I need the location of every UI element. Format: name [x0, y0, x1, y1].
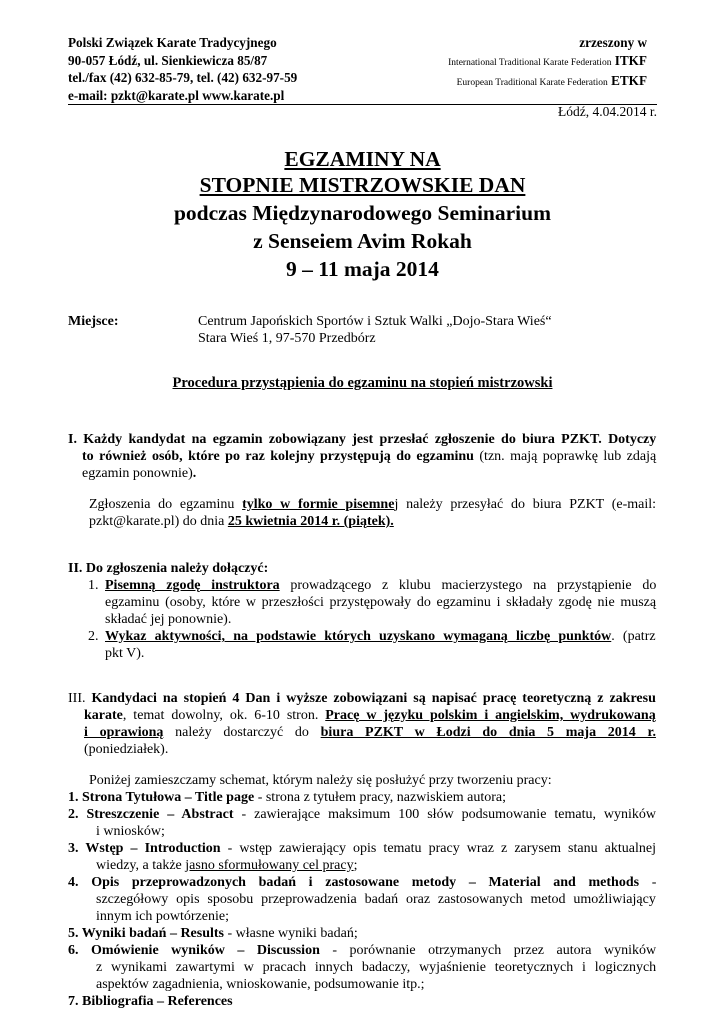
schema-item-3-title: Wstęp – Introduction [85, 841, 221, 856]
attachment-2-line-2: pkt V). [105, 646, 145, 661]
section-3-line-4: (poniedziałek). [84, 742, 169, 757]
schema-item-4-cont-2: innym ich powtórzenie; [96, 909, 229, 924]
schema-item-4-title: Opis przeprowadzonych badań i zastosowane metody – Material and methods [91, 875, 640, 890]
section-3-line-3 [84, 724, 656, 741]
schema-item-3-goal: jasno sformułowany cel pracy [185, 858, 354, 873]
schema-item-5-title: Wyniki badań – Results [81, 926, 224, 941]
attachment-2-title: Wykaz aktywności, na podstawie których uzyskano wymaganą liczbę punktów [105, 629, 612, 644]
section-3-line-2 [84, 707, 656, 724]
place-venue: Centrum Japońskich Sportów i Sztuk Walki „Dojo-Stara Wieś“ [198, 314, 552, 329]
title-line-2: STOPNIE MISTRZOWSKIE DAN [199, 173, 526, 197]
section-2-heading: II. Do zgłoszenia należy dołączyć: [68, 561, 269, 576]
schema-item-7: 7. Bibliografia – References [68, 994, 233, 1009]
schema-item-6-cont-1: z wynikami zawartymi w pracach innych badaczy, wyjaśnienie teoretycznych i logicznych [96, 960, 657, 975]
schema-item-4: 4. Opis przeprowadzonych badań i zastosowane metody – Material and methods - [68, 875, 657, 890]
section-3-deliver: należy dostarczyć do [163, 725, 321, 740]
schema-item-2-cont: i wniosków; [96, 824, 165, 839]
section-3-karate: karate [84, 708, 123, 723]
procedure-heading: Procedura przystąpienia do egzaminu na stopień mistrzowski [172, 375, 553, 391]
section-1-line-1: I. Każdy kandydat na egzamin zobowiązany jest przesłać zgłoszenie do biura PZKT. Dotyczy [68, 432, 657, 447]
section-1-line-2 [82, 448, 656, 465]
schema-item-6: 6. Omówienie wyników – Discussion - porównanie otrzymanych przez autora wyników [68, 943, 657, 958]
attachment-2-number: 2. [88, 629, 99, 644]
federation-etkf-abbr: ETKF [611, 73, 647, 88]
attachment-1-line-3: składać jej ponownie). [105, 612, 232, 627]
federation-itkf-abbr: ITKF [614, 52, 647, 68]
section-3-requirement: Kandydaci na stopień 4 Dan i wyższe zobowiązani są napisać pracę teoretyczną z zakresu [91, 691, 656, 706]
federation-etkf [448, 72, 647, 93]
schema-item-3-cont: wiedzy, a także jasno sformułowany cel pracy; [96, 858, 358, 873]
attachment-1-title: Pisemną zgodę instruktora [105, 578, 280, 593]
submission-line-2 [89, 513, 394, 530]
section-1-dot: . [192, 466, 197, 481]
schema-item-2: 2. Streszczenie – Abstract - zawierające maksimum 100 słów podsumowanie tematu, wyników [68, 807, 657, 822]
org-contact: e-mail: pzkt@karate.pl www.karate.pl [68, 87, 285, 103]
schema-item-1: 1. Strona Tytułowa – Title page - strona z tytułem pracy, nazwiskiem autora; [68, 790, 506, 805]
affiliation-label: zrzeszony w [579, 35, 647, 50]
schema-item-4-cont-1: szczegółowy opis sposobu przeprowadzenia badań oraz zastosowanych metod umożliwiający [96, 892, 656, 907]
attachment-1-number: 1. [88, 578, 99, 593]
org-header [68, 34, 297, 104]
federation-header [448, 34, 647, 93]
submission-email: pzkt@karate.pl) do dnia [89, 514, 228, 529]
submission-line-1 [89, 496, 656, 513]
attachment-1-desc: prowadzącego z klubu macierzystego na przystąpienie do [279, 578, 657, 593]
federation-etkf-name: European Traditional Karate Federation [456, 78, 608, 88]
attachment-2-desc: . (patrz [611, 629, 656, 644]
schema-intro: Poniżej zamieszczamy schemat, którym należy się posłużyć przy tworzeniu pracy: [89, 773, 552, 788]
schema-item-5: 5. Wyniki badań – Results - własne wyniki badań; [68, 926, 358, 941]
schema-item-7-title: Bibliografia – References [82, 994, 233, 1009]
section-3-line-1 [68, 690, 656, 707]
place-address: Stara Wieś 1, 97-570 Przedbórz [198, 331, 376, 346]
section-1-note: (tzn. mają poprawkę lub zdają [473, 449, 657, 464]
schema-item-6-cont-2: aspektów zagadnienia, wnioskowanie, podsumowanie itp.; [96, 977, 425, 992]
federation-itkf [448, 52, 647, 73]
section-3-bound: i oprawioną [84, 725, 164, 740]
schema-item-6-title: Omówienie wyników – Discussion [91, 943, 320, 958]
section-3-topic: , temat dowolny, ok. 6-10 stron. [122, 708, 326, 723]
document-date: Łódź, 4.04.2014 r. [558, 104, 657, 119]
section-1-note-end: egzamin ponownie) [82, 466, 193, 481]
attachment-2-line-1 [105, 628, 656, 645]
section-1-line-3 [82, 465, 196, 482]
place-label: Miejsce: [68, 314, 119, 329]
federation-itkf-name: International Traditional Karate Federation [448, 57, 612, 68]
org-name: Polski Związek Karate Tradycyjnego [68, 35, 277, 50]
title-line-5: 9 – 11 maja 2014 [286, 257, 439, 281]
submission-deadline: 25 kwietnia 2014 r. (piątek). [227, 514, 394, 529]
submission-text-c: j należy przesyłać do biura PZKT (e-mail: [394, 497, 657, 512]
title-line-1: EGZAMINY NA [284, 147, 441, 171]
section-1-emphasis: to również osób, które po raz kolejny przystępują do egzaminu [82, 449, 474, 464]
title-line-4: z Senseiem Avim Rokah [253, 229, 472, 253]
submission-text-a: Zgłoszenia do egzaminu [89, 497, 243, 512]
org-address: 90-057 Łódź, ul. Sienkiewicza 85/87 [68, 52, 268, 68]
section-3-deadline: biura PZKT w Łodzi do dnia 5 maja 2014 r. [320, 725, 656, 740]
attachment-1-line-1 [105, 577, 656, 594]
schema-item-2-title: Streszczenie – Abstract [86, 807, 234, 822]
schema-item-1-title: Strona Tytułowa – Title page [82, 790, 255, 805]
org-phone: tel./fax (42) 632-85-79, tel. (42) 632-97-59 [68, 70, 298, 85]
section-3-language: Pracę w języku polskim i angielskim, wydrukowaną [325, 708, 656, 723]
section-3-number: III. [68, 691, 92, 706]
schema-item-3: 3. Wstęp – Introduction - wstęp zawierający opis tematu pracy wraz z zarysem stanu aktualnej [68, 841, 656, 856]
attachment-1-line-2: egzaminu (osoby, które w przeszłości przystępowały do egzaminu i składały zgodę nie muszą [105, 595, 657, 610]
submission-written-only: tylko w formie pisemne [242, 497, 395, 512]
title-line-3: podczas Międzynarodowego Seminarium [173, 201, 552, 225]
